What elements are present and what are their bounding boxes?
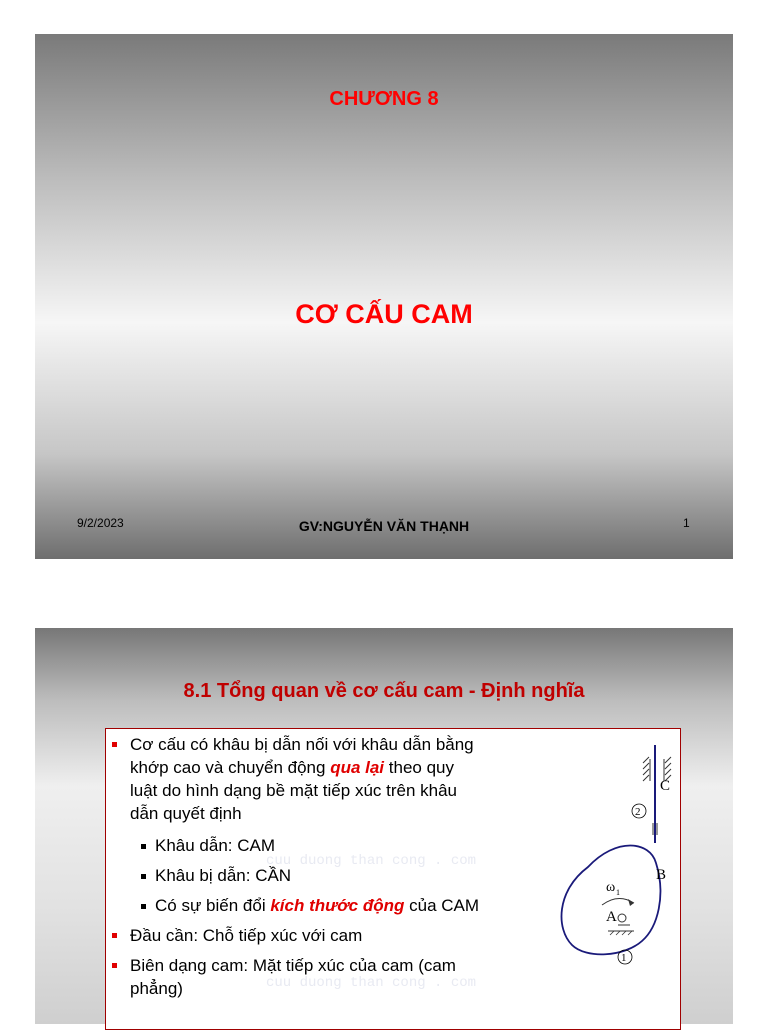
pivot-a [618, 914, 626, 922]
bullet-text-line: dẫn quyết định [130, 804, 242, 823]
bullet-text-line: luật do hình dạng bề mặt tiếp xúc trên khâu [130, 781, 458, 800]
link-1-label: 1 [621, 952, 627, 964]
bullet-text-line: Biên dạng cam: Mặt tiếp xúc của cam (cam [130, 956, 456, 975]
slide-2 [35, 628, 733, 1024]
sub-bullet-text: Khâu bị dẫn: CẦN [155, 866, 292, 885]
bullet-marker [112, 933, 117, 938]
content-box [105, 728, 681, 1030]
slide-1 [35, 34, 733, 559]
section-title: 8.1 Tổng quan về cơ cấu cam - Định nghĩa [183, 680, 585, 702]
sub-bullet-marker [141, 904, 146, 909]
label-b: B [656, 867, 667, 883]
footer-page-number: 1 [683, 516, 690, 530]
watermark-top: cuu duong than cong . com [266, 853, 477, 869]
bullet-text-line: Cơ cấu có khâu bị dẫn nối với khâu dẫn bằng [130, 735, 474, 754]
footer-author: GV:NGUYỄN VĂN THẠNH [298, 518, 470, 534]
footer-date: 9/2/2023 [77, 516, 124, 530]
label-omega-sub: 1 [616, 888, 620, 897]
sub-bullet-text: Khâu dẫn: CAM [155, 836, 276, 855]
sub-bullet-marker [141, 844, 146, 849]
chapter-heading: CHƯƠNG 8 [329, 88, 439, 110]
cam-mechanism-diagram [538, 745, 678, 975]
slide-title: CƠ CẤU CAM [295, 299, 473, 329]
link-2-label: 2 [635, 806, 641, 818]
label-a: A [606, 909, 617, 925]
bullet-text-line: phẳng) [130, 979, 183, 998]
sub-bullet-marker [141, 874, 146, 879]
bullet-text-line: Đầu cần: Chỗ tiếp xúc với cam [130, 926, 363, 945]
highlight-text: qua lại [330, 758, 385, 777]
bullet-text-line: khớp cao và chuyển động qua lại theo quy [130, 758, 454, 777]
bullet-marker [112, 963, 117, 968]
sub-bullet-text: Có sự biến đổi kích thước động của CAM [155, 896, 480, 915]
watermark-bottom: cuu duong than cong . com [266, 975, 477, 991]
highlight-text: kích thước động [270, 896, 405, 915]
bullet-marker [112, 742, 117, 747]
label-omega: ω [606, 880, 616, 895]
label-c: C [660, 778, 671, 794]
